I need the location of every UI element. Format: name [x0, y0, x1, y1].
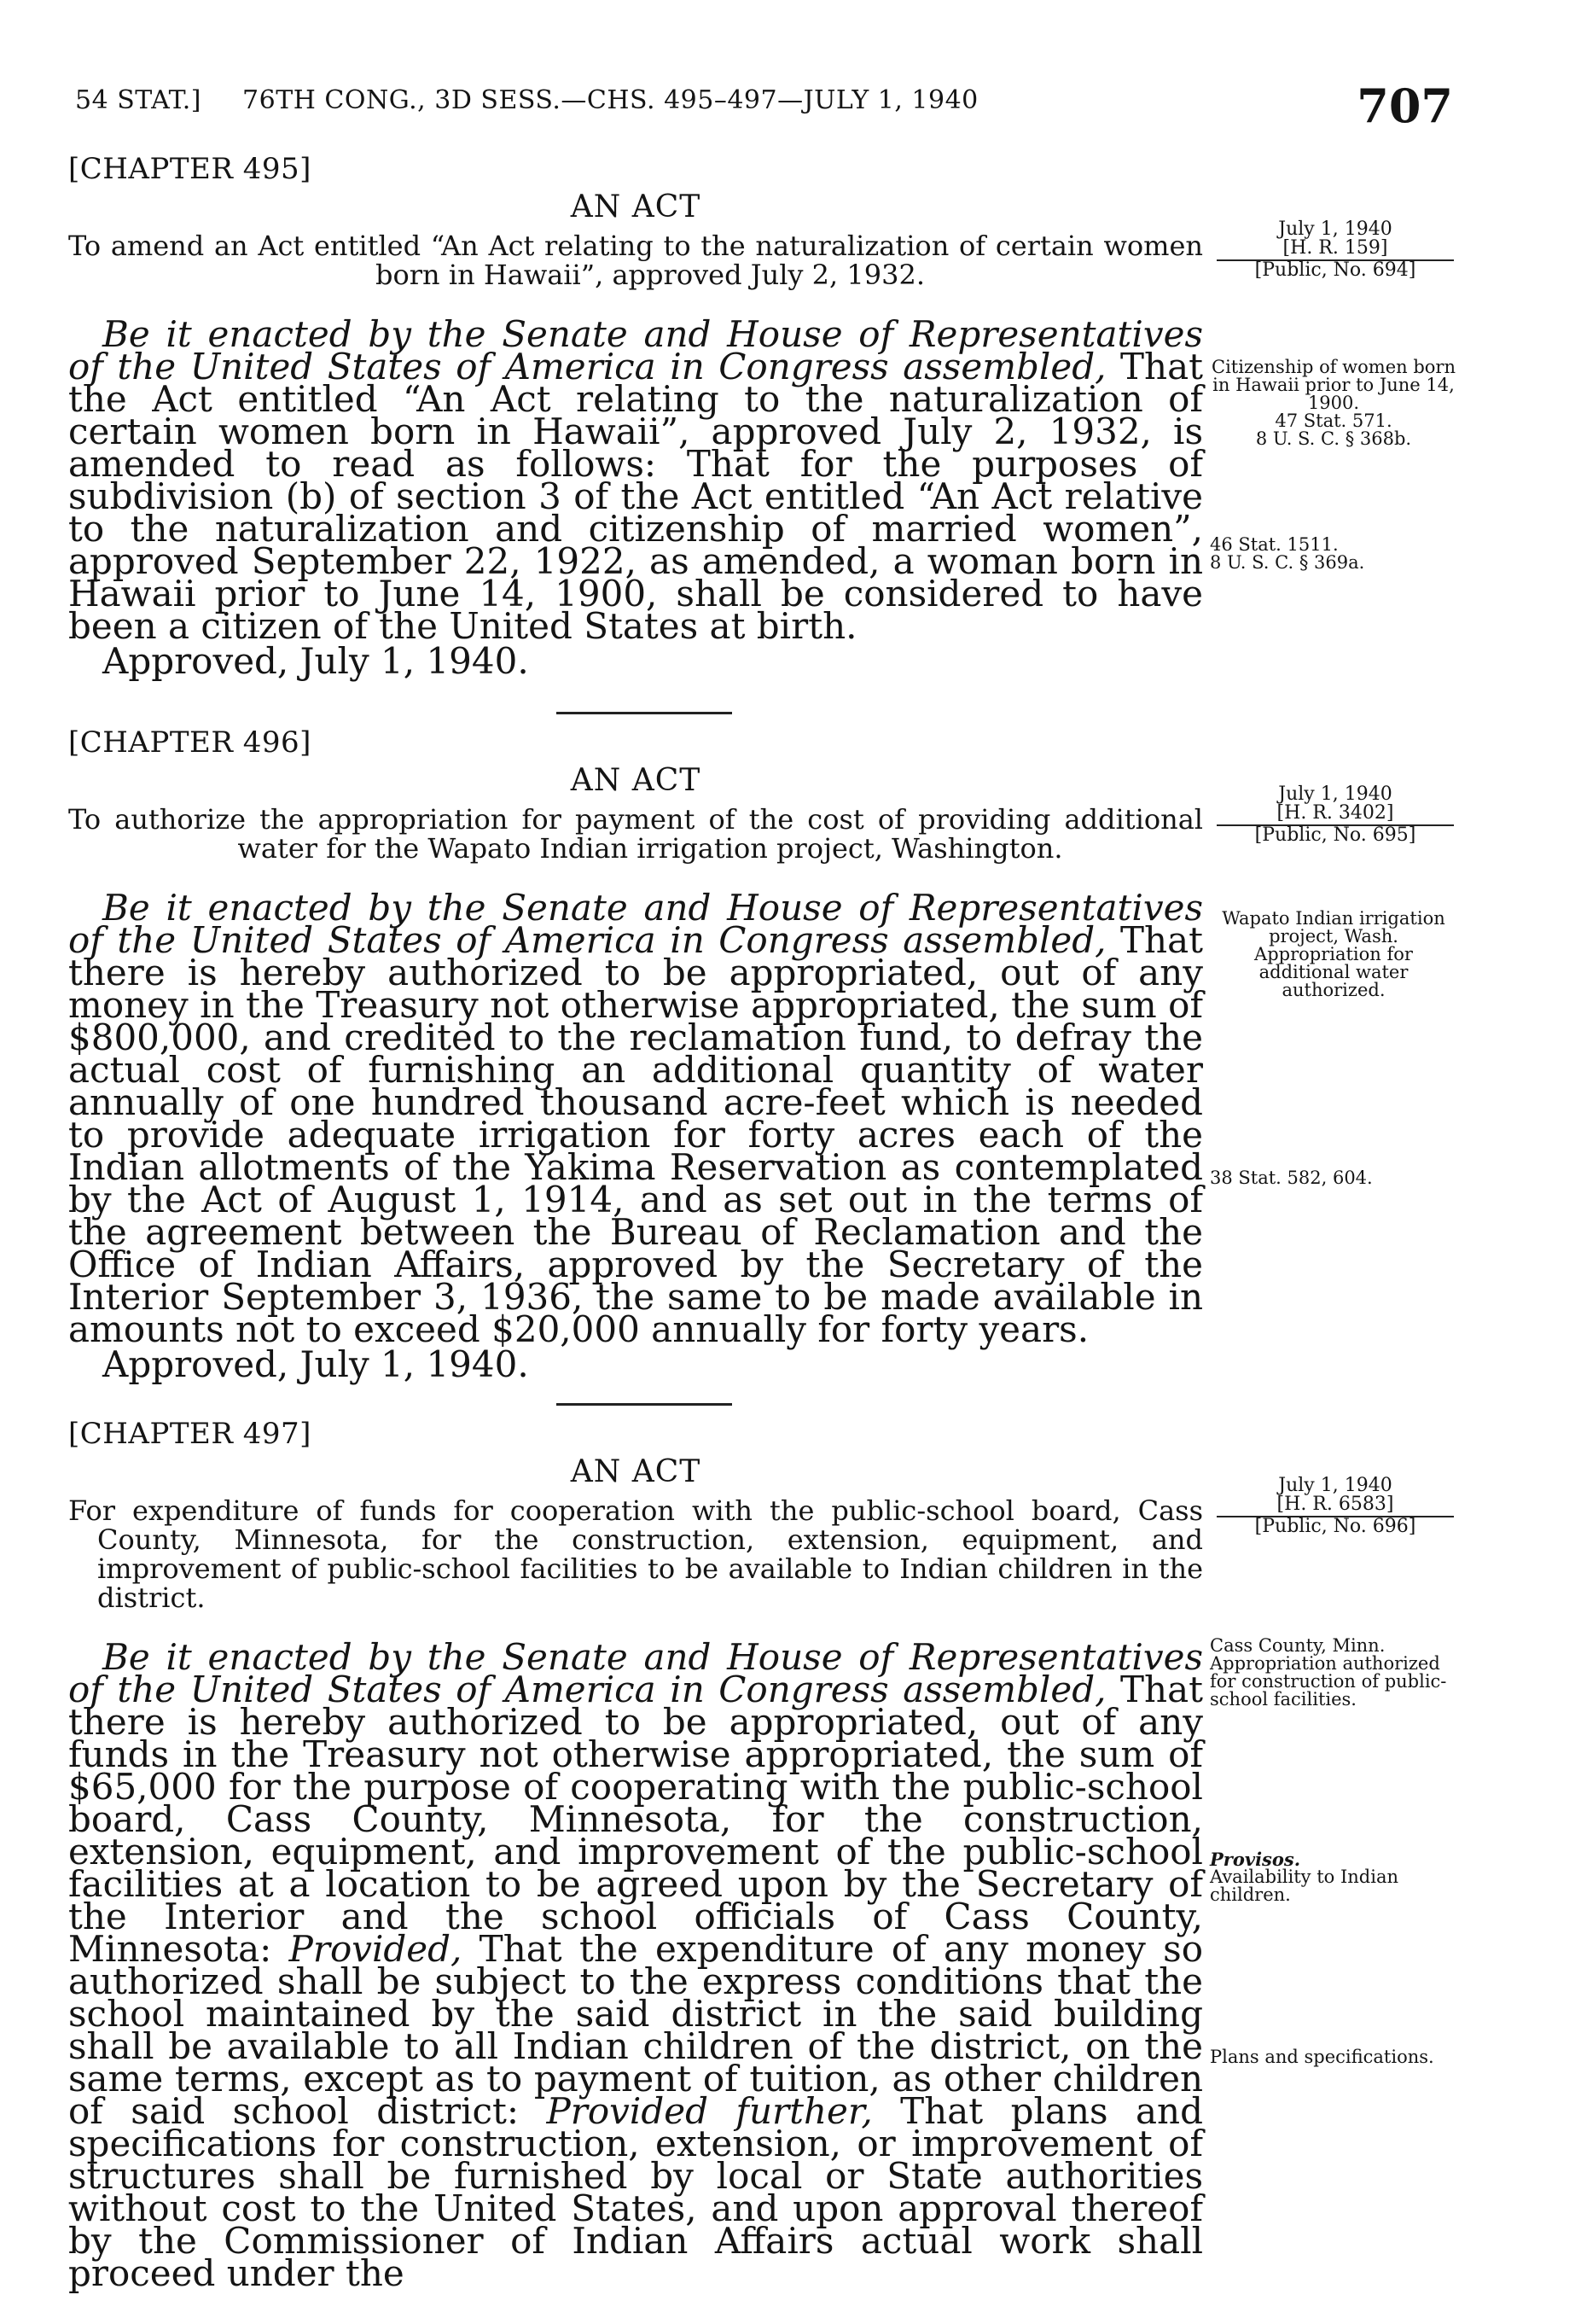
enacting-clause: Be it enacted by the Senate and House of Representatives of the United States of America in Congress assembled,	[68, 887, 1203, 961]
margin-citation-495	[1212, 220, 1459, 280]
chapter-497	[68, 1417, 1203, 2294]
act-text: That there is hereby authorized to be appropriated, out of any money in the Treasury not otherwise appropriated, the sum of $800,000, and credited to the reclamation fund, to defray the actual cost of furnishing an additional quantity of water annually of one hundred thousand acre-feet which is needed to provide adequate irrigation for forty acres each of the Indian allotments of the Yakima Reservation as contemplated by the Act of August 1, 1914, and as set out in the terms of the agreement between the Bureau of Reclamation and the Office of Indian Affairs, approved by the Secretary of the Interior September 3, 1936, the same to be made available in amounts not to exceed $20,000 annually for forty years.	[68, 919, 1203, 1350]
chapter-label: [CHAPTER 495]	[68, 152, 311, 186]
chapter-label: [CHAPTER 496]	[68, 725, 311, 760]
margin-bill: [H. R. 159]	[1217, 239, 1454, 261]
margin-note-wapato	[1210, 910, 1457, 999]
margin-note-usc: 8 U. S. C. § 369a.	[1210, 552, 1365, 573]
act-title: To authorize the appropriation for payment of the cost of providing additional water for the Wapato Indian irrigation project, Washington.	[68, 803, 1203, 865]
margin-date: July 1, 1940	[1278, 218, 1392, 240]
margin-note-references	[1210, 1169, 1457, 1187]
chapter-495	[68, 152, 1203, 682]
margin-note-text: Availability to Indian children.	[1210, 1867, 1399, 1905]
proviso-further: Provided further,	[546, 2090, 873, 2132]
margin-note-plans	[1210, 2048, 1457, 2066]
proviso: Provided,	[288, 1928, 462, 1970]
margin-date: July 1, 1940	[1278, 783, 1392, 805]
margin-public-law: [Public, No. 695]	[1254, 824, 1416, 846]
margin-note-text: Appropriation authorized for construction of public-school facilities.	[1210, 1653, 1447, 1710]
chapter-label: [CHAPTER 497]	[68, 1417, 311, 1451]
approval-line: Approved, July 1, 1940.	[102, 1343, 529, 1385]
stat-volume: 54 STAT.]	[75, 85, 201, 115]
margin-note-text: Citizenship of women born in Hawaii prior to June 14, 1900.	[1212, 357, 1456, 413]
margin-note-text: Wapato Indian irrigation project, Wash.	[1222, 908, 1445, 946]
margin-note-heading: Provisos.	[1210, 1849, 1301, 1870]
chapter-496	[68, 725, 1203, 1385]
margin-date: July 1, 1940	[1278, 1475, 1392, 1496]
margin-note-text: Appropriation for additional water authorized.	[1254, 944, 1413, 1000]
margin-note-usc: 8 U. S. C. § 368b.	[1255, 428, 1412, 449]
act-text: That there is hereby authorized to be appropriated, out of any funds in the Treasury not otherwise appropriated, the sum of $65,000 for the purpose of cooperating with the public-school board, Cass County, Minnesota, for the construction, extension, equipment, and improvement of the public-school facilities at a location to be agreed upon by the Secretary of the Interior and the school officials of Cass County, Minnesota:	[68, 1669, 1203, 1970]
enacting-clause: Be it enacted by the Senate and House of Representatives of the United States of America in Congress assembled,	[68, 313, 1203, 387]
margin-note-text: Cass County, Minn.	[1210, 1635, 1386, 1656]
page-number: 707	[1357, 79, 1453, 133]
act-text: That the Act entitled “An Act relating to the naturalization of certain women born in Hawaii”, approved July 2, 1932, is amended to read as follows: That for the purposes of subdivision (b) of section 3 of the Act entitled “An Act relative to the naturalization and citizenship of married women”, approved September 22, 1922, as amended, a woman born in Hawaii prior to June 14, 1900, shall be considered to have been a citizen of the United States at birth.	[68, 346, 1203, 647]
act-body	[68, 887, 1203, 1350]
approval-line: Approved, July 1, 1940.	[102, 640, 529, 682]
margin-note-cass-county	[1210, 1637, 1457, 1709]
act-title: For expenditure of funds for cooperation with the public-school board, Cass County, Minnesota, for the construction, extension, equipment, and improvement of public-school facilities to be available to Indian children in the district.	[68, 1494, 1203, 1614]
margin-bill: [H. R. 6583]	[1217, 1495, 1454, 1517]
margin-public-law: [Public, No. 696]	[1254, 1516, 1416, 1537]
act-body	[68, 1636, 1203, 2294]
margin-note-text: Plans and specifications.	[1210, 2047, 1434, 2067]
act-text: That plans and specifications for construction, extension, or improvement of structures shall be furnished by local or State authorities without cost to the United States, and upon approval thereof by the Commissioner of Indian Affairs actual work shall proceed under the	[68, 2090, 1203, 2294]
act-heading: AN ACT	[570, 1454, 701, 1489]
margin-note-stat: 47 Stat. 571.	[1275, 411, 1392, 431]
act-title: To amend an Act entitled “An Act relating to the naturalization of certain women born in Hawaii”, approved July 2, 1932.	[68, 230, 1203, 291]
act-body	[68, 313, 1203, 647]
margin-note-stat: 46 Stat. 1511.	[1210, 534, 1339, 555]
margin-note-citizenship	[1210, 358, 1457, 448]
margin-note-stat: 38 Stat. 582, 604.	[1210, 1168, 1373, 1188]
enacting-clause: Be it enacted by the Senate and House of Representatives of the United States of America in Congress assembled,	[68, 1636, 1203, 1710]
act-heading: AN ACT	[570, 189, 701, 224]
margin-bill: [H. R. 3402]	[1217, 804, 1454, 826]
section-divider	[556, 1403, 732, 1406]
margin-citation-497	[1212, 1477, 1459, 1536]
margin-note-references	[1210, 536, 1457, 572]
congress-session: 76TH CONG., 3D SESS.—CHS. 495–497—JULY 1, 1940	[242, 85, 979, 115]
margin-note-provisos	[1210, 1850, 1457, 1904]
running-head	[75, 85, 1011, 115]
act-heading: AN ACT	[570, 763, 701, 798]
margin-public-law: [Public, No. 694]	[1254, 259, 1416, 281]
act-text: That the expenditure of any money so authorized shall be subject to the express conditions that the school maintained by the said district in the said building shall be available to all Indian children of the district, on the same terms, except as to payment of tuition, as other children of said school district:	[68, 1928, 1203, 2132]
margin-citation-496	[1212, 785, 1459, 845]
section-divider	[556, 712, 732, 714]
